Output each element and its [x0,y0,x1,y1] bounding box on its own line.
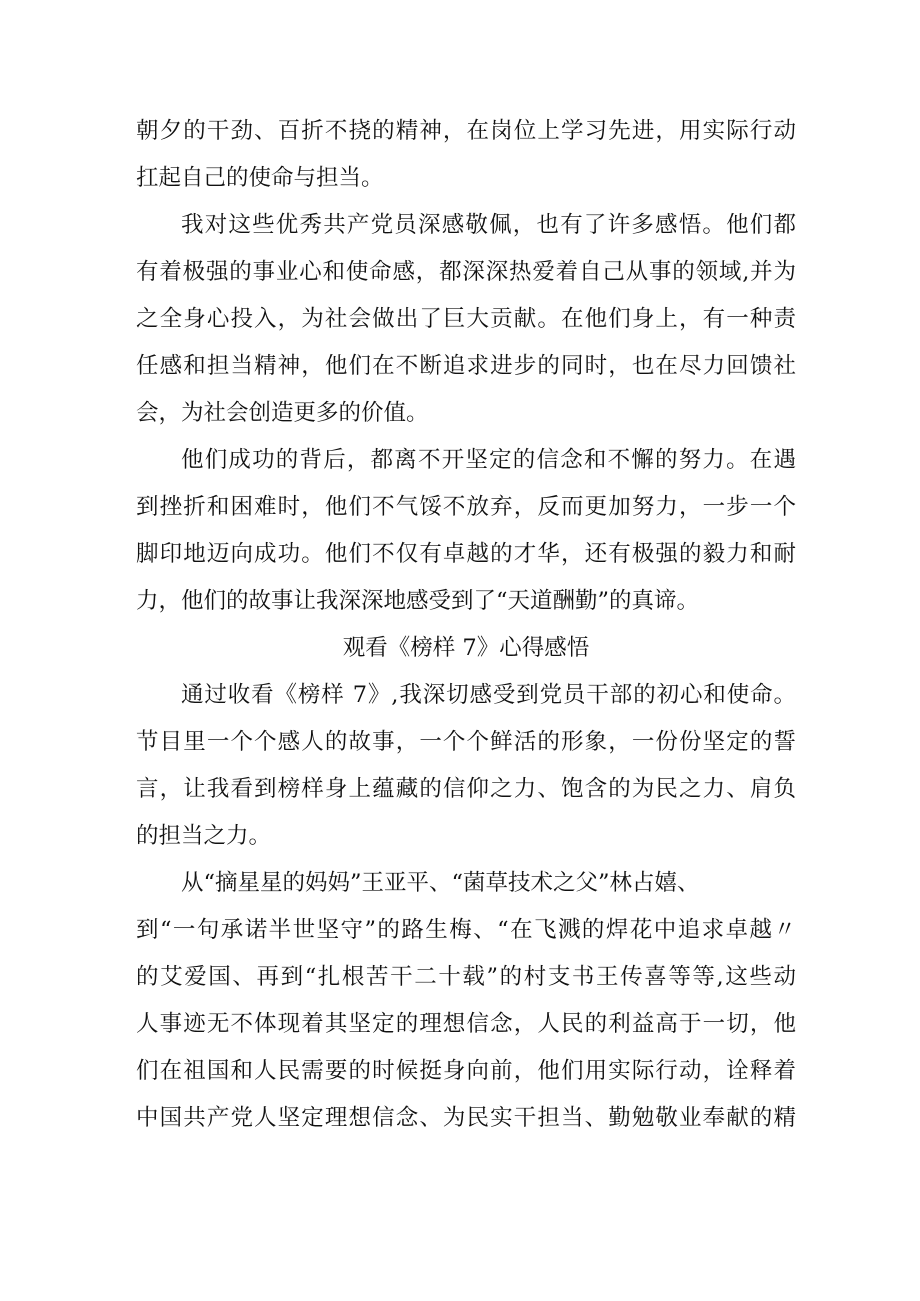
text-line: 通过收看《榜样 7》,我深切感受到党员干部的初心和使命。 [181,682,796,708]
text-line: 他们成功的背后，都离不开坚定的信念和不懈的努力。在遇 [181,447,796,473]
text-line: 到挫折和困难时，他们不气馁不放弃，反而更加努力，一步一个 [136,494,796,520]
text-line: 会，为社会创造更多的价值。 [136,400,429,426]
text-line: 们在祖国和人民需要的时候挺身向前，他们用实际行动，诠释着 [136,1058,796,1084]
text-line: 之全身心投入，为社会做出了巨大贡献。在他们身上，有一种责 [136,306,796,332]
paragraph [136,672,796,860]
document-page [136,108,796,1142]
text-line: 脚印地迈向成功。他们不仅有卓越的才华，还有极强的毅力和耐 [136,541,796,567]
text-line: 力，他们的故事让我深深地感受到了“天道酬勤”的真谛。 [136,588,700,614]
text-line: 的担当之力。 [136,823,272,849]
text-line: 从“摘星星的妈妈”王亚平、“菌草技术之父”林占嬉、 [181,870,700,896]
text-line: 扛起自己的使命与担当。 [136,165,384,191]
text-line: 中国共产党人坚定理想信念、为民实干担当、勤勉敬业奉献的精 [136,1105,796,1131]
section-heading: 观看《榜样 7》心得感悟 [342,635,590,661]
text-line: 节目里一个个感人的故事，一个个鲜活的形象，一份份坚定的誓 [136,729,796,755]
text-line: 朝夕的干劲、百折不挠的精神，在岗位上学习先进，用实际行动 [136,118,796,144]
paragraph [136,108,796,202]
text-line: 有着极强的事业心和使命感，都深深热爱着自己从事的领域,并为 [136,259,796,285]
paragraph [136,860,796,1142]
text-line: 我对这些优秀共产党员深感敬佩，也有了许多感悟。他们都 [181,212,796,238]
text-line: 人事迹无不体现着其坚定的理想信念，人民的利益高于一切，他 [136,1011,796,1037]
text-line: 任感和担当精神，他们在不断追求进步的同时，也在尽力回馈社 [136,353,796,379]
text-line: 的艾爱国、再到“扎根苦干二十载”的村支书王传喜等等,这些动 [136,964,796,990]
paragraph [136,202,796,437]
text-line: 言，让我看到榜样身上蕴藏的信仰之力、饱含的为民之力、肩负 [136,776,796,802]
text-line: 到“一句承诺半世坚守”的路生梅、“在飞溅的焊花中追求卓越〃 [136,917,796,943]
paragraph [136,437,796,625]
